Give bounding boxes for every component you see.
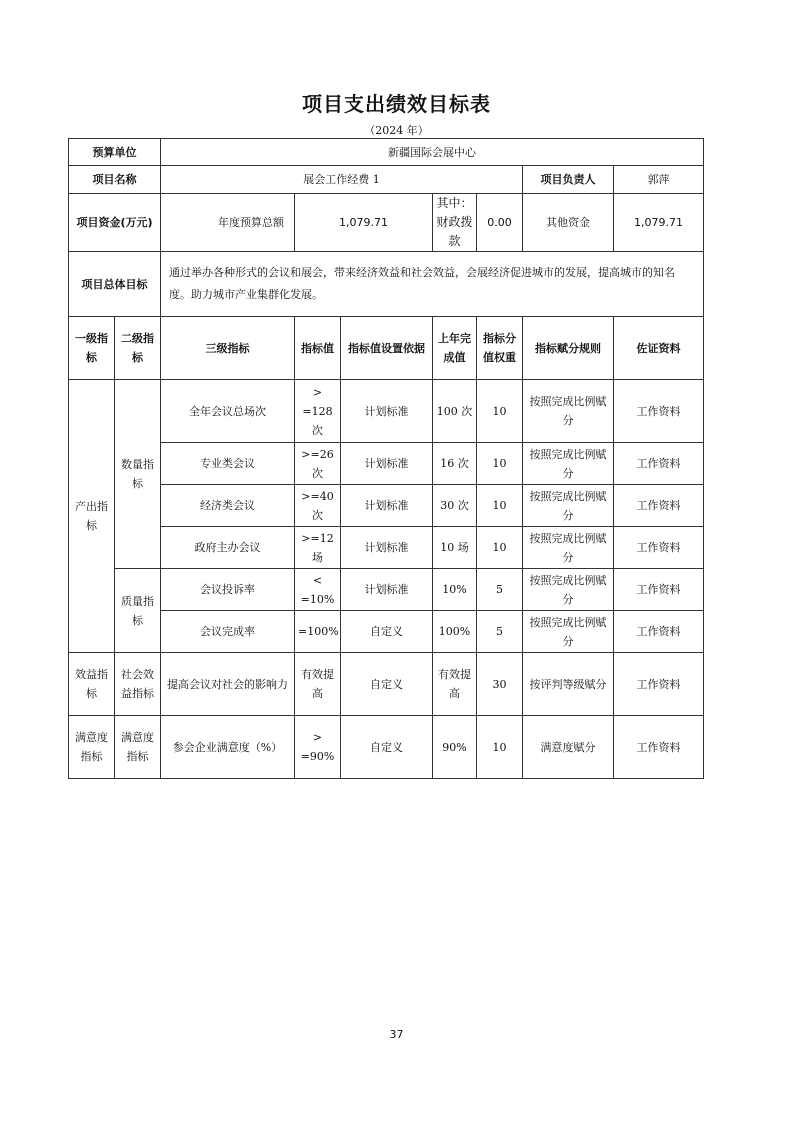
col-last-year: 上年完成值	[433, 317, 477, 380]
level2-social-benefit: 社会效益指标	[115, 653, 161, 716]
project-funds-row	[69, 194, 704, 252]
indicator-name: 专业类会议	[161, 443, 295, 485]
indicator-value: > =90%	[295, 716, 341, 779]
table-row	[69, 380, 704, 443]
page-title: 项目支出绩效目标表	[302, 92, 491, 116]
last-year-value: 30 次	[433, 485, 477, 527]
weight: 5	[477, 611, 523, 653]
indicator-value: > =128次	[295, 380, 341, 443]
performance-table	[68, 138, 704, 779]
weight: 30	[477, 653, 523, 716]
last-year-value: 90%	[433, 716, 477, 779]
setting-basis: 自定义	[341, 653, 433, 716]
last-year-value: 10%	[433, 569, 477, 611]
project-funds-label: 项目资金(万元)	[69, 194, 161, 252]
other-funds-label: 其他资金	[523, 194, 614, 252]
budget-unit-label: 预算单位	[69, 139, 161, 166]
project-name-value: 展会工作经费 1	[161, 166, 523, 194]
indicator-value: >=26次	[295, 443, 341, 485]
table-row	[69, 569, 704, 611]
scoring-rule: 按照完成比例赋分	[523, 443, 614, 485]
overall-goal-row	[69, 252, 704, 317]
table-row	[69, 716, 704, 779]
indicator-value: 有效提高	[295, 653, 341, 716]
evidence: 工作资料	[614, 380, 704, 443]
indicator-name: 会议完成率	[161, 611, 295, 653]
column-header-row	[69, 317, 704, 380]
level2-satisfaction: 满意度指标	[115, 716, 161, 779]
weight: 10	[477, 716, 523, 779]
budget-unit-row	[69, 139, 704, 166]
weight: 10	[477, 443, 523, 485]
annual-budget-value: 1,079.71	[295, 194, 433, 252]
col-weight: 指标分值权重	[477, 317, 523, 380]
last-year-value: 10 场	[433, 527, 477, 569]
col-scoring-rule: 指标赋分规则	[523, 317, 614, 380]
level1-satisfaction: 满意度指标	[69, 716, 115, 779]
indicator-value: >=40次	[295, 485, 341, 527]
scoring-rule: 按照完成比例赋分	[523, 611, 614, 653]
scoring-rule: 按照完成比例赋分	[523, 569, 614, 611]
weight: 10	[477, 485, 523, 527]
table-row	[69, 611, 704, 653]
fiscal-value: 0.00	[477, 194, 523, 252]
col-indicator-value: 指标值	[295, 317, 341, 380]
table-row	[69, 443, 704, 485]
indicator-value: =100%	[295, 611, 341, 653]
level1-benefit: 效益指标	[69, 653, 115, 716]
col-evidence: 佐证资料	[614, 317, 704, 380]
col-level3: 三级指标	[161, 317, 295, 380]
weight: 10	[477, 380, 523, 443]
evidence: 工作资料	[614, 485, 704, 527]
project-name-label: 项目名称	[69, 166, 161, 194]
table-row	[69, 653, 704, 716]
weight: 10	[477, 527, 523, 569]
evidence: 工作资料	[614, 716, 704, 779]
evidence: 工作资料	[614, 527, 704, 569]
fiscal-label: 其中：财政拨款	[433, 194, 477, 252]
indicator-name: 政府主办会议	[161, 527, 295, 569]
setting-basis: 计划标准	[341, 485, 433, 527]
evidence: 工作资料	[614, 443, 704, 485]
indicator-name: 全年会议总场次	[161, 380, 295, 443]
scoring-rule: 按照完成比例赋分	[523, 485, 614, 527]
overall-goal-text: 通过举办各种形式的会议和展会，带来经济效益和社会效益，会展经济促进城市的发展，提高城市的知名度。助力城市产业集群化发展。	[161, 252, 704, 317]
project-leader-value: 郭萍	[614, 166, 704, 194]
table-row	[69, 485, 704, 527]
indicator-name: 提高会议对社会的影响力	[161, 653, 295, 716]
year-label: （2024 年）	[364, 124, 429, 137]
level1-output: 产出指标	[69, 380, 115, 653]
last-year-value: 有效提高	[433, 653, 477, 716]
other-funds-value: 1,079.71	[614, 194, 704, 252]
setting-basis: 计划标准	[341, 380, 433, 443]
project-leader-label: 项目负责人	[523, 166, 614, 194]
scoring-rule: 按照完成比例赋分	[523, 380, 614, 443]
weight: 5	[477, 569, 523, 611]
scoring-rule: 按照完成比例赋分	[523, 527, 614, 569]
annual-budget-label: 年度预算总额	[161, 194, 295, 252]
indicator-name: 参会企业满意度（%）	[161, 716, 295, 779]
scoring-rule: 按评判等级赋分	[523, 653, 614, 716]
setting-basis: 自定义	[341, 716, 433, 779]
budget-unit-value: 新疆国际会展中心	[161, 139, 704, 166]
setting-basis: 自定义	[341, 611, 433, 653]
col-level1: 一级指标	[69, 317, 115, 380]
level2-quantity: 数量指标	[115, 380, 161, 569]
setting-basis: 计划标准	[341, 527, 433, 569]
indicator-value: < =10%	[295, 569, 341, 611]
evidence: 工作资料	[614, 569, 704, 611]
evidence: 工作资料	[614, 611, 704, 653]
col-setting-basis: 指标值设置依据	[341, 317, 433, 380]
last-year-value: 16 次	[433, 443, 477, 485]
project-name-row	[69, 166, 704, 194]
indicator-value: >=12场	[295, 527, 341, 569]
page-number: 37	[389, 1028, 404, 1041]
indicator-name: 经济类会议	[161, 485, 295, 527]
scoring-rule: 满意度赋分	[523, 716, 614, 779]
evidence: 工作资料	[614, 653, 704, 716]
setting-basis: 计划标准	[341, 443, 433, 485]
indicator-name: 会议投诉率	[161, 569, 295, 611]
last-year-value: 100%	[433, 611, 477, 653]
last-year-value: 100 次	[433, 380, 477, 443]
level2-quality: 质量指标	[115, 569, 161, 653]
overall-goal-label: 项目总体目标	[69, 252, 161, 317]
col-level2: 二级指标	[115, 317, 161, 380]
table-row	[69, 527, 704, 569]
setting-basis: 计划标准	[341, 569, 433, 611]
